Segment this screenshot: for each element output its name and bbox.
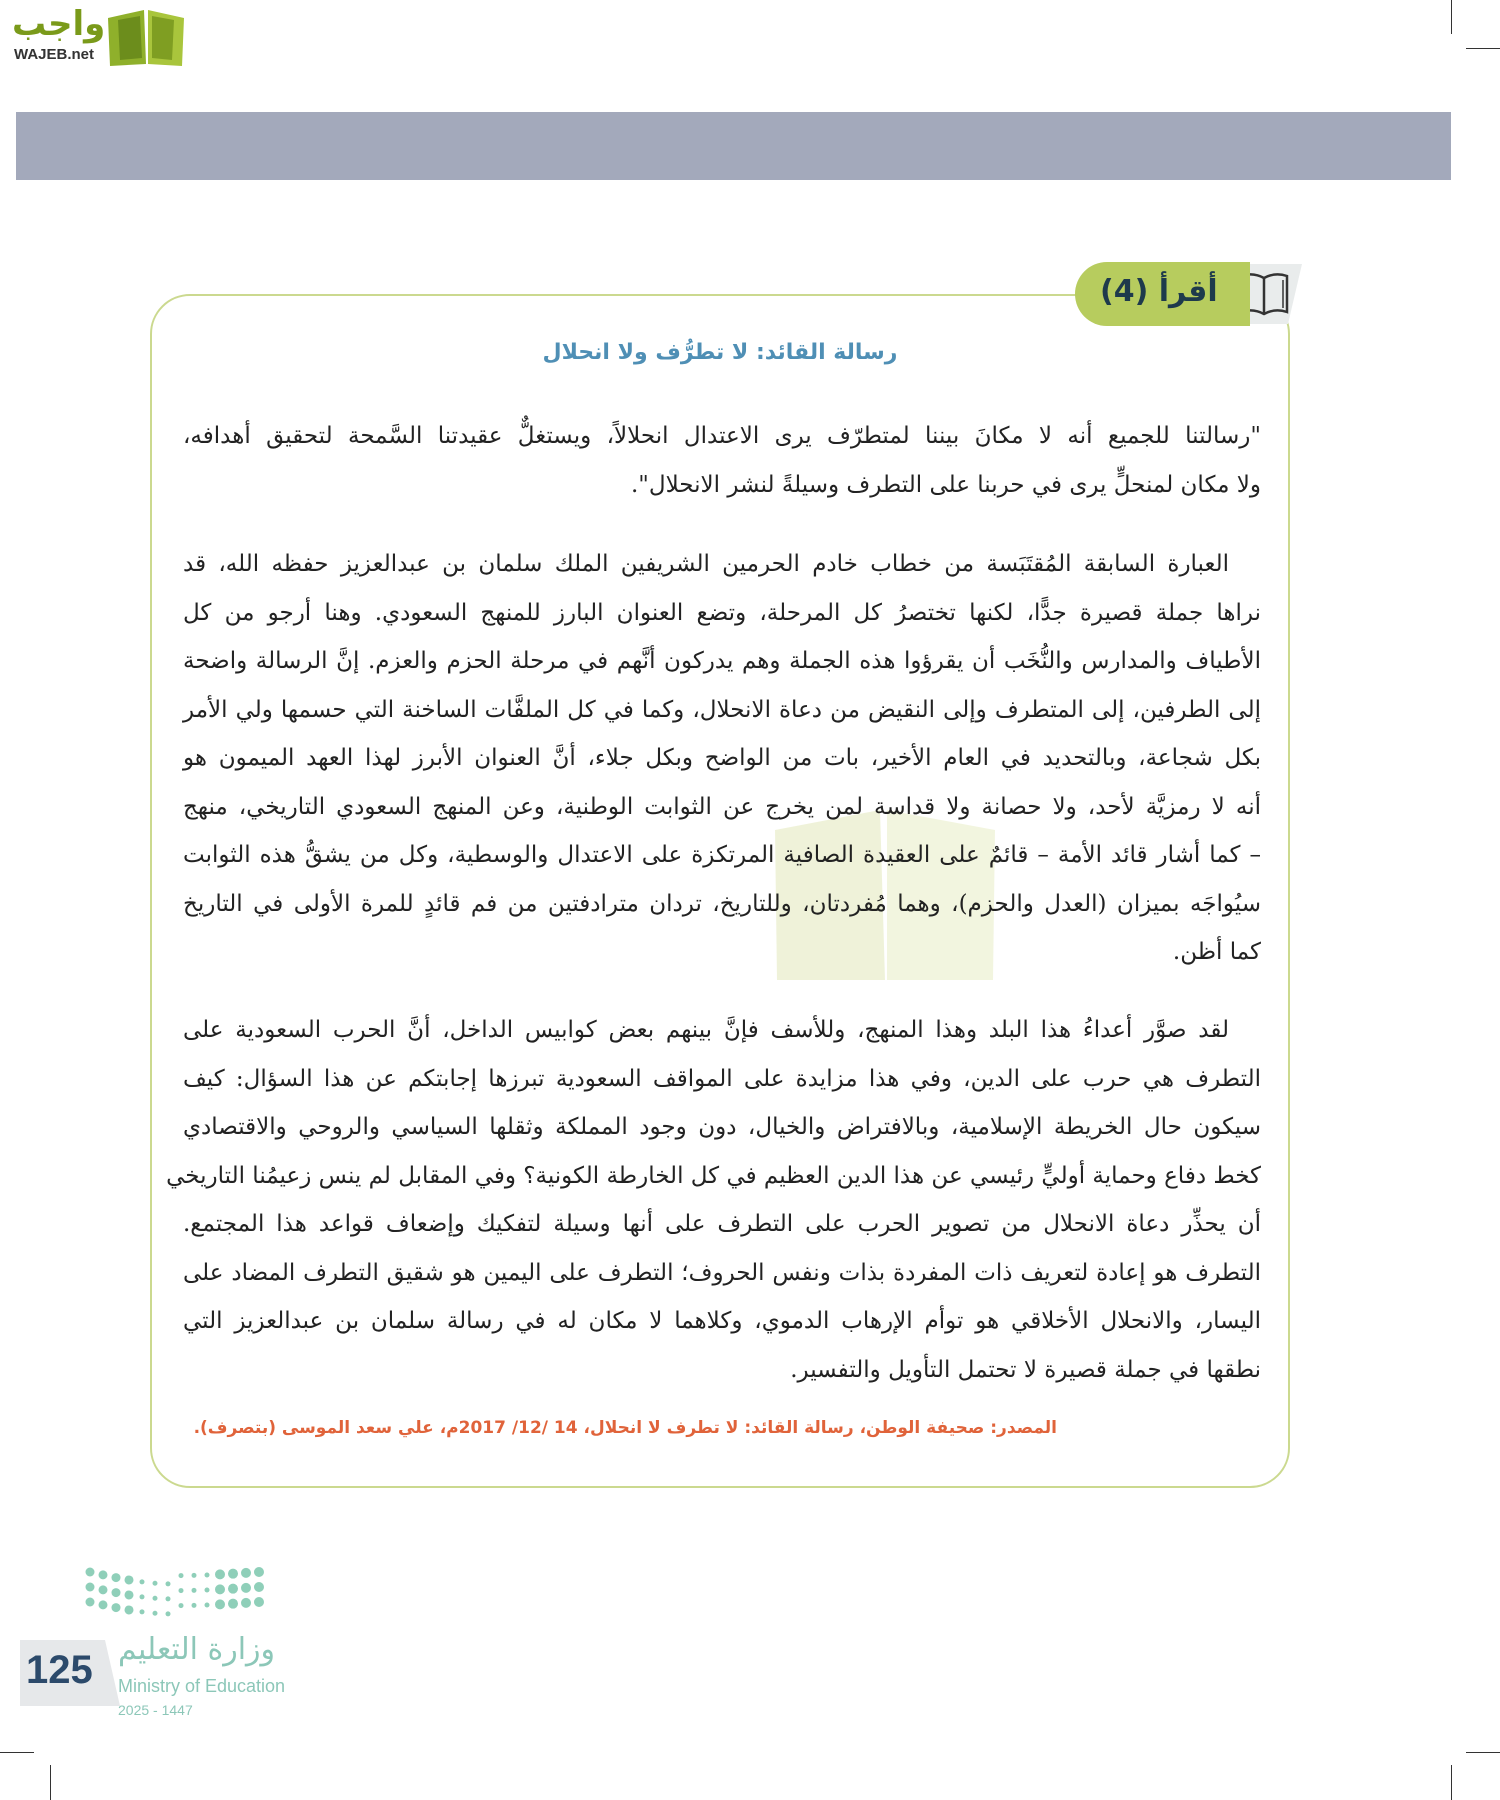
- logo-dot: [241, 1583, 251, 1593]
- crop-mark: [1451, 1765, 1452, 1800]
- logo-dot: [205, 1572, 210, 1577]
- text-line: "رسالتنا للجميع أنه لا مكانَ بيننا لمتطرّف يرى الاعتدال انحلالاً، ويستغلٌّ عقيدتنا السَّمحة لتحقيق أهدافه،: [183, 423, 1261, 449]
- logo-dot: [153, 1581, 158, 1586]
- logo-dot: [254, 1597, 264, 1607]
- logo-dot: [86, 1583, 95, 1592]
- logo-dot: [140, 1609, 145, 1614]
- text-line: العبارة السابقة المُقتَبَسة من خطاب خادم الحرمين الشريفين الملك سلمان بن عبدالعزيز حفظه الله، قد: [183, 551, 1229, 577]
- logo-dot: [125, 1590, 134, 1599]
- crop-mark: [50, 1765, 51, 1800]
- logo-dot: [254, 1567, 264, 1577]
- crop-mark: [1466, 1752, 1500, 1753]
- logo-dot: [228, 1569, 238, 1579]
- text-line: كما أظن.: [1172, 939, 1261, 965]
- text-line: نراها جملة قصيرة جدًّا، لكنها تختصرُ كل المرحلة، وتضع العنوان البارز للمنهج السعودي. وهنا أرجو من كل: [183, 599, 1261, 626]
- logo-dot: [125, 1605, 134, 1614]
- logo-dot: [254, 1582, 264, 1592]
- text-line: – كما أشار قائد الأمة – قائمٌ على العقيدة الصافية المرتكزة على الاعتدال والوسطية، وكل من يشقُّ هذه الثوابت: [183, 842, 1261, 868]
- logo-dot: [86, 1568, 95, 1577]
- text-line: نطقها في جملة قصيرة لا تحتمل التأويل والتفسير.: [790, 1356, 1261, 1383]
- logo-dot: [140, 1579, 145, 1584]
- logo-dot: [215, 1569, 225, 1579]
- logo-dot: [179, 1573, 184, 1578]
- book-logo-icon: [106, 6, 188, 68]
- text-line: الأطياف والمدارس والنُّخَب أن يقرؤوا هذه الجملة وهم يدركون أنَّهم في مرحلة الحزم والعزم. إنَّ الرسالة واضحة: [183, 648, 1261, 674]
- text-line: إلى الطرفين، إلى المتطرف وإلى النقيض من دعاة الانحلال، وكما في كل الملفَّات الساخنة التي حسمها ولي الأمر: [183, 696, 1261, 723]
- crop-mark: [0, 1752, 34, 1753]
- logo-dot: [215, 1584, 225, 1594]
- paragraph-3: [166, 1006, 1261, 1394]
- text-line: سيكون حال الخريطة الإسلامية، وبالافتراض والخيال، دون وجود المملكة وثقلها السياسي والروحي والاقتصادي: [183, 1114, 1261, 1140]
- logo-dot: [112, 1603, 121, 1612]
- logo-dot: [125, 1575, 134, 1584]
- logo-dot: [215, 1599, 225, 1609]
- text-line: ولا مكان لمنحلٍّ يرى في حربنا على التطرف وسيلةً لنشر الانحلال".: [630, 471, 1261, 498]
- quote-paragraph: [183, 412, 1261, 509]
- logo-dot: [192, 1603, 197, 1608]
- text-line: بكل شجاعة، وبالتحديد في العام الأخير، بات من الواضح وبكل جلاء، أنَّ العنوان الأبرز لهذا العهد الميمون هو: [183, 745, 1261, 771]
- logo-dot: [179, 1588, 184, 1593]
- logo-dot: [140, 1594, 145, 1599]
- text-line: كخط دفاع وحماية أوليٍّ رئيسي عن هذا الدين العظيم في كل الخارطة الكونية؟ وفي المقابل لم ينس زعيمُنا التاريخي: [166, 1162, 1261, 1189]
- crop-mark: [1451, 0, 1452, 34]
- logo-dot: [99, 1570, 108, 1579]
- header-banner: [16, 112, 1451, 180]
- logo-arabic: واجب: [12, 4, 106, 44]
- logo-dot: [99, 1585, 108, 1594]
- text-line: اليسار، والانحلال الأخلاقي هو توأم الإرهاب الدموي، وكلاهما لا مكان له في رسالة سلمان بن عبدالعزيز التي: [183, 1308, 1261, 1334]
- text-line: أن يحذِّر دعاة الانحلال من تصوير الحرب على التطرف على أنها وسيلة لتفكيك وإضعاف قواعد هذا المجتمع.: [183, 1211, 1261, 1237]
- logo-dot: [205, 1587, 210, 1592]
- page-number: 125: [26, 1648, 93, 1692]
- logo-dot: [99, 1600, 108, 1609]
- logo-dot: [241, 1598, 251, 1608]
- edition-year: 2025 - 1447: [118, 1702, 193, 1718]
- logo-english: WAJEB.net: [14, 46, 95, 63]
- section-tab-label: أقرأ (4): [1100, 274, 1218, 309]
- source-citation: المصدر: صحيفة الوطن، رسالة القائد: لا تطرف لا انحلال، 14 /12/ 2017م، علي سعد الموسى (بتصرف).: [193, 1418, 1057, 1438]
- logo-dot: [166, 1581, 171, 1586]
- logo-dot: [241, 1568, 251, 1578]
- logo-dot: [153, 1596, 158, 1601]
- ministry-name-arabic: وزارة التعليم: [118, 1632, 276, 1667]
- logo-dot: [166, 1596, 171, 1601]
- logo-dot: [192, 1588, 197, 1593]
- text-line: أنه لا رمزيَّة لأحد، ولا حصانة ولا قداسة لمن يخرج عن الثوابت الوطنية، وعن المنهج السعودي التاريخي، منهج: [183, 793, 1261, 820]
- logo-dot: [86, 1598, 95, 1607]
- logo-dot: [166, 1611, 171, 1616]
- logo-dot: [179, 1603, 184, 1608]
- ministry-name-english: Ministry of Education: [118, 1676, 286, 1696]
- logo-dot: [228, 1599, 238, 1609]
- logo-dot: [205, 1602, 210, 1607]
- logo-dot: [192, 1573, 197, 1578]
- paragraph-2: [183, 540, 1261, 977]
- text-line: التطرف هي حرب على الدين، وفي هذا مزايدة على المواقف السعودية تبرزها إجابتكم عن هذا السؤال: كيف: [183, 1065, 1261, 1092]
- logo-dot: [228, 1584, 238, 1594]
- crop-mark: [1466, 48, 1500, 49]
- logo-dot: [112, 1573, 121, 1582]
- text-line: التطرف هو إعادة لتعريف ذات المفردة بذات ونفس الحروف؛ التطرف على اليمين هو شقيق التطرف المضاد على: [183, 1259, 1261, 1286]
- article-title: رسالة القائد: لا تطرُّف ولا انحلال: [542, 340, 898, 365]
- logo-dot: [112, 1588, 121, 1597]
- text-line: سيُواجَه بميزان (العدل والحزم)، وهما مُفردتان، وللتاريخ، تردان مترادفتين من فم قائدٍ للمرة الأولى في التاريخ: [183, 890, 1261, 917]
- logo-dot: [153, 1611, 158, 1616]
- text-line: لقد صوَّر أعداءُ هذا البلد وهذا المنهج، وللأسف فإنَّ بينهم بعض كوابيس الداخل، أنَّ الحرب السعودية على: [183, 1017, 1229, 1043]
- wajeb-logo[interactable]: [8, 4, 193, 70]
